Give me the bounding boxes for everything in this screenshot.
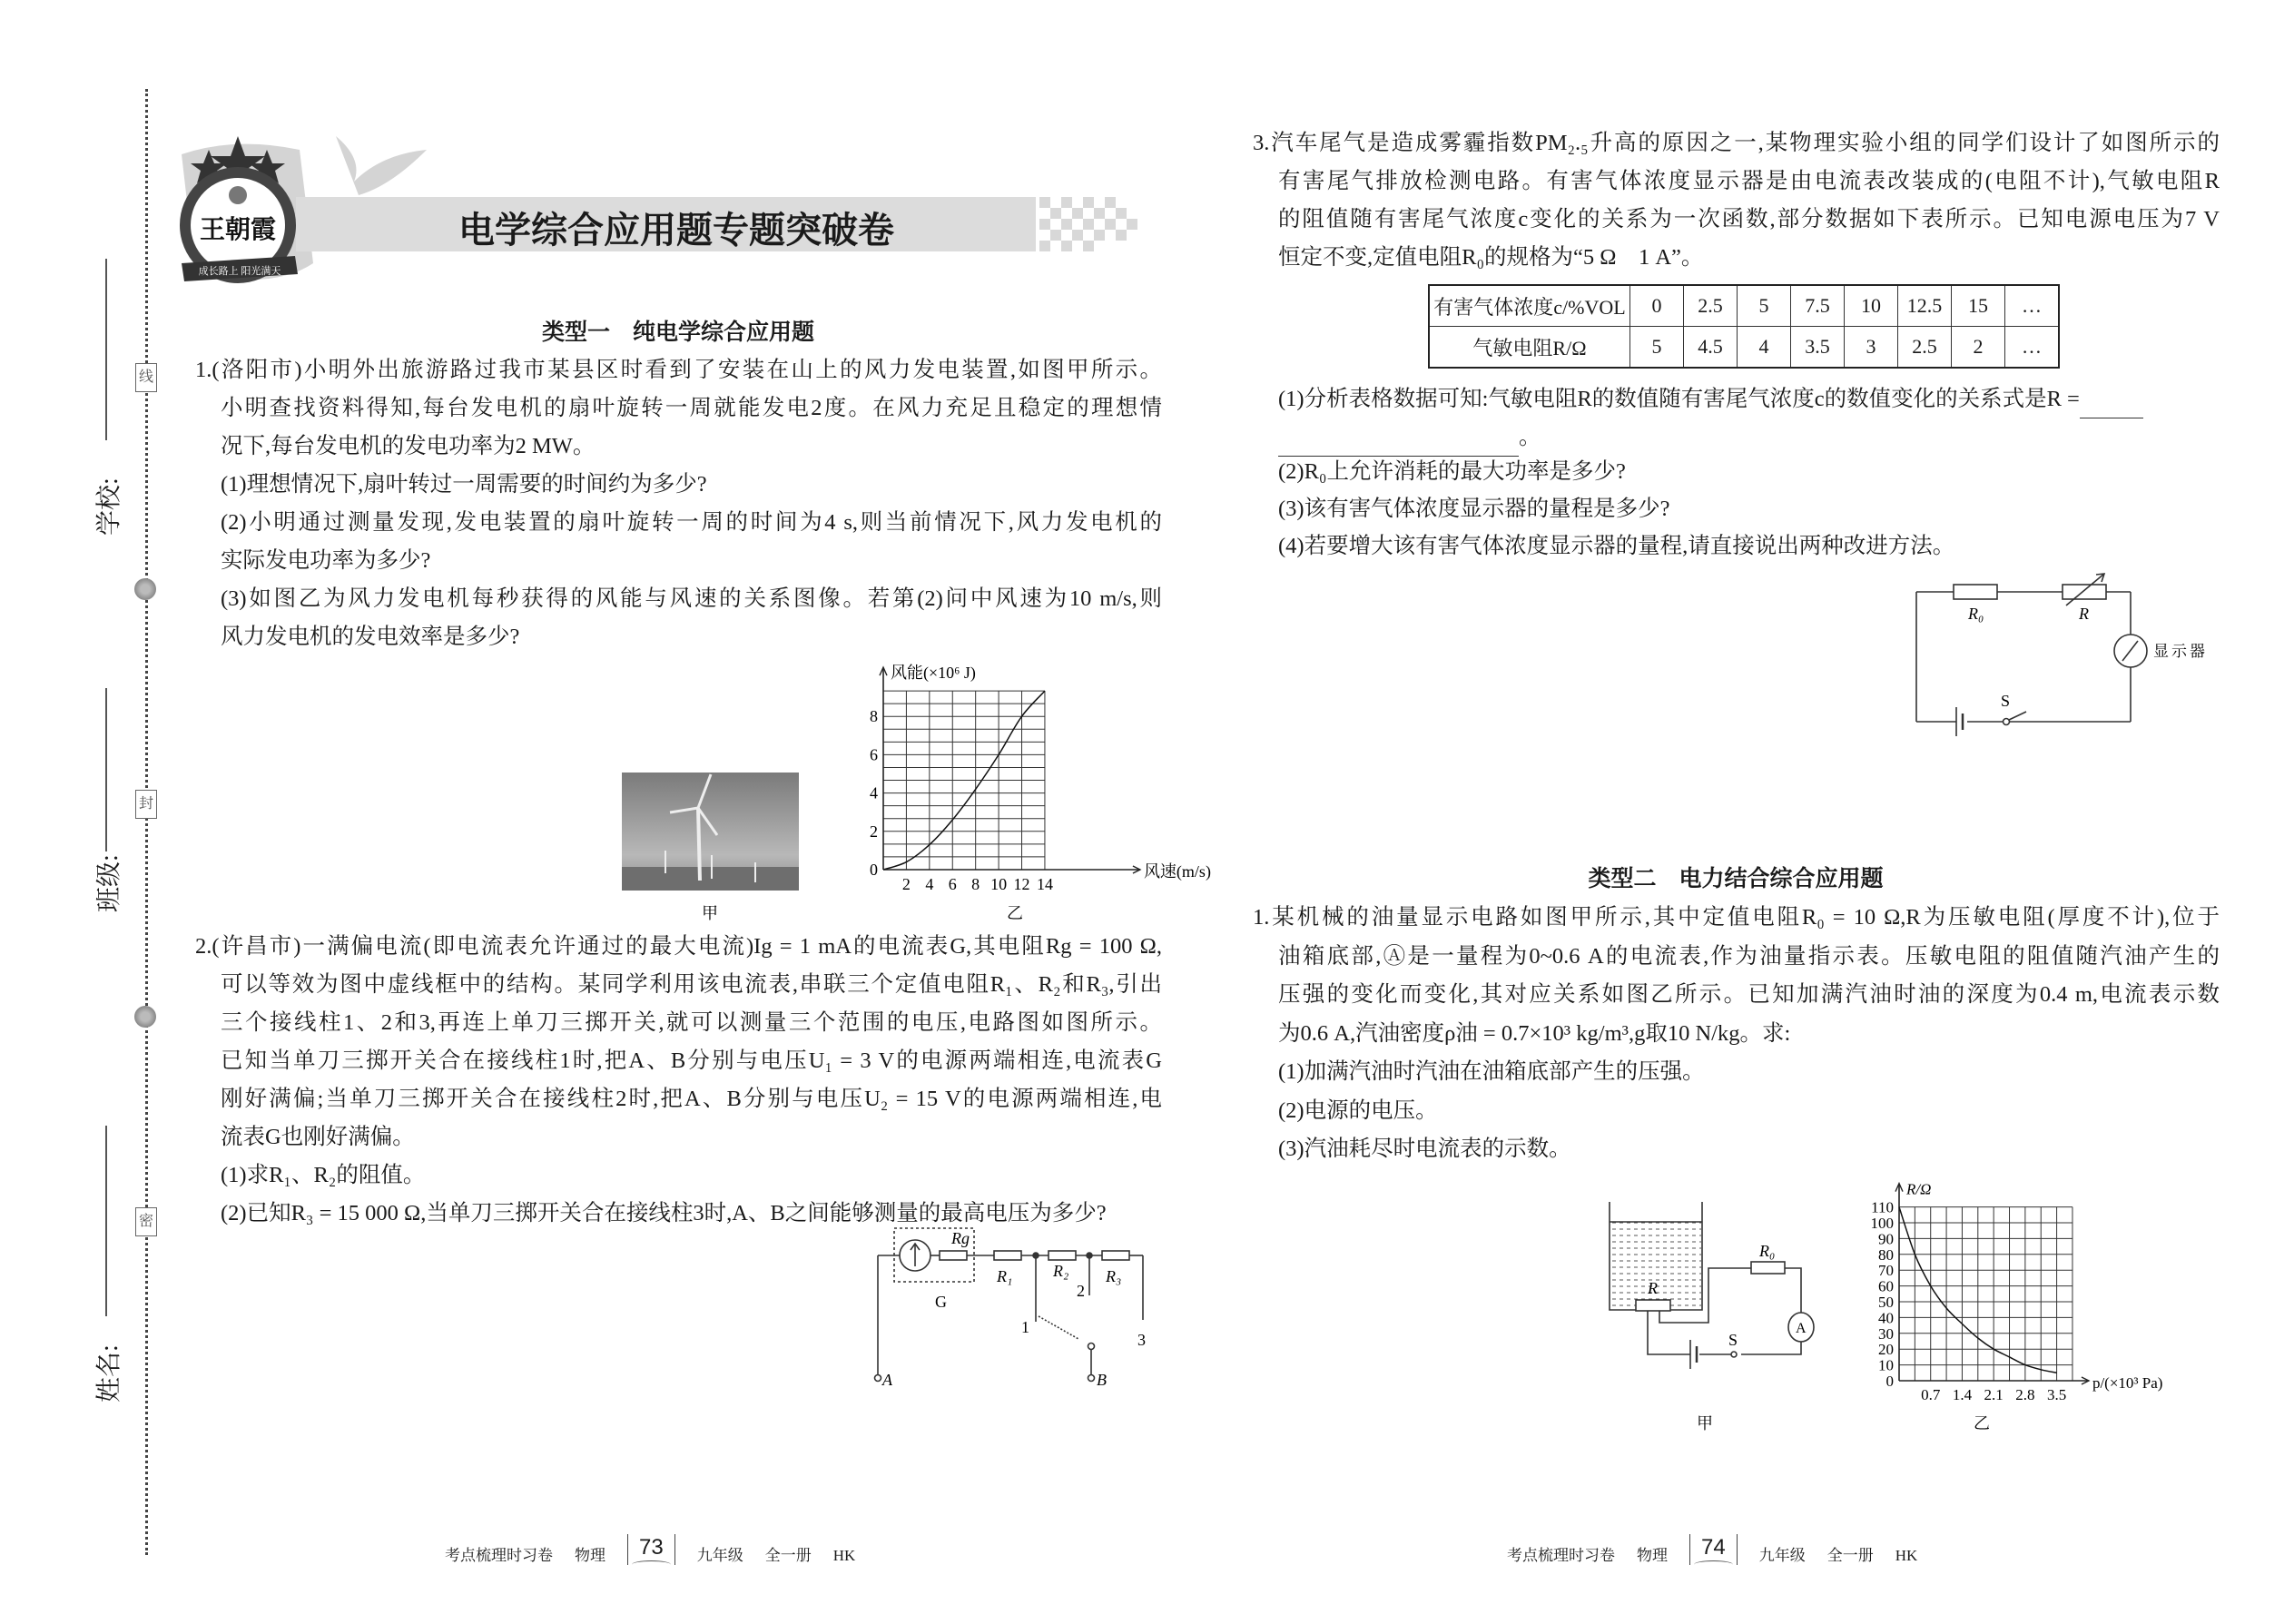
footer-edition: HK bbox=[832, 1547, 856, 1564]
table-cell: 3.5 bbox=[1791, 327, 1845, 369]
label-r0: R₀ bbox=[1968, 605, 1984, 623]
text-line: 小明查找资料得知,每台发电机的扇叶旋转一周就能发电2度。在风力充足且稳定的理想情 bbox=[221, 396, 1162, 420]
answer-line bbox=[1253, 418, 2220, 457]
text-line: (4)若要增大该有害气体浓度显示器的量程,请直接说出两种改进方法。 bbox=[1278, 534, 1955, 558]
text-line: (1)求R₁、R₂的阻值。 bbox=[221, 1163, 426, 1187]
label-r1: R₁ bbox=[997, 1267, 1013, 1285]
exhaust-detector-circuit bbox=[1916, 574, 2147, 736]
text-line: (2)电源的电压。 bbox=[1278, 1097, 1438, 1123]
y-tick-label: 110 bbox=[1871, 1198, 1894, 1216]
text-line: 3.汽车尾气是造成雾霾指数PM₂.₅升高的原因之一,某物理实验小组的同学们设计了如图所示的 bbox=[1253, 131, 2220, 155]
gas-sensor-resistor bbox=[2063, 585, 2106, 599]
footer-grade: 九年级 bbox=[1758, 1547, 1806, 1564]
x-tick-label: 14 bbox=[1036, 875, 1053, 893]
y-axis-label: R/Ω bbox=[1906, 1180, 1932, 1198]
text-line: 可以等效为图中虚线框中的结构。某同学利用该电流表,串联三个定值电阻R₁、R₂和R₃,引出 bbox=[221, 972, 1162, 997]
label-ammeter: A bbox=[1796, 1321, 1807, 1336]
section-heading-1: 类型一 纯电学综合应用题 bbox=[541, 319, 815, 345]
checker-pattern bbox=[1039, 197, 1137, 251]
label-terminal-2: 2 bbox=[1077, 1282, 1085, 1300]
text-line: 有害尾气排放检测电路。有害气体浓度显示器是由电流表改装成的(电阻不计),气敏电阻R bbox=[1278, 169, 2220, 193]
y-tick-label: 60 bbox=[1878, 1277, 1894, 1295]
wind-turbine-photo bbox=[622, 773, 799, 891]
y-tick-label: 30 bbox=[1878, 1324, 1894, 1343]
question-2 bbox=[195, 928, 1162, 1233]
resistor-r1 bbox=[994, 1251, 1021, 1260]
text-line: (2)R₀上允许消耗的最大功率是多少? bbox=[1278, 459, 1626, 484]
data-table bbox=[1428, 284, 2060, 369]
footer-series: 考点梳理时习卷 bbox=[445, 1547, 553, 1564]
table-cell: 10 bbox=[1845, 285, 1898, 327]
text-line: 已知当单刀三掷开关合在接线柱1时,把A、B分别与电压U₁ = 3 V的电源两端相连,电流表G bbox=[221, 1048, 1162, 1073]
text-line: (1)加满汽油时汽油在油箱底部产生的压强。 bbox=[1278, 1059, 1705, 1084]
text-line: 1.某机械的油量显示电路如图甲所示,其中定值电阻R₀ = 10 Ω,R为压敏电阻(厚度不计),位于 bbox=[1253, 905, 2220, 930]
voltmeter-circuit bbox=[875, 1228, 1144, 1382]
seal-mark-line: 线 bbox=[135, 363, 157, 392]
table-cell: 2.5 bbox=[1898, 327, 1952, 369]
text-line: 1.(洛阳市)小明外出旅游路过我市某县区时看到了安装在山上的风力发电装置,如图甲所示。 bbox=[195, 358, 1162, 382]
school-label: 学校: bbox=[95, 477, 123, 536]
text-line: (3)汽油耗尽时电流表的示数。 bbox=[1278, 1137, 1571, 1161]
text-line: (3)如图乙为风力发电机每秒获得的风能与风速的关系图像。若第(2)问中风速为10 m/s,则 bbox=[221, 586, 1162, 611]
name-label: 姓名: bbox=[95, 1344, 123, 1403]
table-row bbox=[1429, 327, 2059, 369]
figure-caption-yi: 乙 bbox=[1974, 1414, 1990, 1432]
footer-edition: HK bbox=[1895, 1547, 1918, 1564]
sub-question-1 bbox=[1253, 380, 2220, 418]
label-rg: Rg bbox=[951, 1229, 970, 1247]
figure-caption-jia: 甲 bbox=[1697, 1414, 1713, 1432]
y-tick-label: 2 bbox=[870, 822, 878, 841]
x-tick-label: 6 bbox=[948, 875, 957, 893]
label-terminal-1: 1 bbox=[1021, 1318, 1029, 1336]
oil-gauge-circuit bbox=[1610, 1202, 1814, 1369]
table-header: 气敏电阻R/Ω bbox=[1429, 327, 1630, 369]
table-cell: 3 bbox=[1845, 327, 1898, 369]
y-axis-label: 风能(×10⁶ J) bbox=[891, 664, 976, 683]
label-r: R bbox=[2079, 605, 2089, 623]
text-line: 刚好满偏;当单刀三掷开关合在接线柱2时,把A、B分别与电压U₂ = 15 V的电源两端相连,电 bbox=[221, 1087, 1162, 1111]
pressure-sensor-resistor bbox=[1636, 1300, 1670, 1311]
logo-motto-text: 成长路上 阳光满天 bbox=[198, 266, 281, 277]
logo-brand-text: 王朝霞 bbox=[199, 216, 277, 244]
page-number: 74 bbox=[1689, 1534, 1738, 1565]
table-cell: 4.5 bbox=[1684, 327, 1738, 369]
y-tick-label: 10 bbox=[1878, 1356, 1894, 1374]
x-tick-label: 2.8 bbox=[2015, 1386, 2035, 1403]
table-header: 有害气体浓度c/%VOL bbox=[1429, 285, 1630, 327]
label-switch: S bbox=[2001, 692, 2011, 710]
wind-energy-chart bbox=[870, 664, 1211, 893]
page-title: 电学综合应用题专题突破卷 bbox=[458, 210, 894, 251]
label-r: R bbox=[1648, 1279, 1658, 1297]
table-cell: 4 bbox=[1738, 327, 1791, 369]
footer-series: 考点梳理时习卷 bbox=[1507, 1547, 1615, 1564]
label-r3: R₃ bbox=[1106, 1267, 1122, 1285]
text-line: (2)已知R₃ = 15 000 Ω,当单刀三掷开关合在接线柱3时,A、B之间能够测量的最高电压为多少? bbox=[221, 1201, 1107, 1225]
x-tick-label: 4 bbox=[925, 875, 934, 893]
table-cell: 15 bbox=[1952, 285, 2005, 327]
x-tick-label: 0.7 bbox=[1921, 1386, 1941, 1403]
question-3-subquestions bbox=[1253, 453, 2220, 565]
text-line: 风力发电机的发电效率是多少? bbox=[221, 625, 520, 649]
y-tick-label: 50 bbox=[1878, 1294, 1894, 1311]
question-2-1 bbox=[1253, 899, 2220, 1169]
seal-mark-secret: 密 bbox=[135, 1207, 157, 1236]
y-tick-label: 8 bbox=[870, 707, 878, 726]
table-row bbox=[1429, 285, 2059, 327]
label-switch: S bbox=[1728, 1331, 1738, 1349]
label-r0: R₀ bbox=[1759, 1242, 1776, 1260]
text-line: (1)理想情况下,扇叶转过一周需要的时间约为多少? bbox=[221, 472, 707, 497]
page-footer-right bbox=[1507, 1534, 1917, 1565]
text-line: 的阻值随有害尾气浓度c变化的关系为一次函数,部分数据如下表所示。已知电源电压为7 V bbox=[1278, 207, 2220, 231]
table-cell: 12.5 bbox=[1898, 285, 1952, 327]
text-line: 为0.6 A,汽油密度ρ油 = 0.7×10³ kg/m³,g取10 N/kg。求: bbox=[1278, 1020, 1791, 1046]
page-footer-left bbox=[445, 1534, 855, 1565]
label-b: B bbox=[1097, 1371, 1107, 1389]
resistor-r0 bbox=[1751, 1262, 1785, 1274]
footer-volume: 全一册 bbox=[1826, 1547, 1874, 1564]
question-1 bbox=[195, 351, 1162, 656]
class-label: 班级: bbox=[95, 854, 123, 912]
resistance-pressure-chart bbox=[1871, 1181, 2163, 1403]
y-tick-label: 6 bbox=[870, 745, 878, 764]
x-tick-label: 2 bbox=[901, 875, 911, 893]
text-line: 2.(许昌市)一满偏电流(即电流表允许通过的最大电流)Ig = 1 mA的电流表G,其电阻Rg = 100 Ω, bbox=[195, 934, 1162, 959]
y-tick-label: 20 bbox=[1878, 1341, 1894, 1359]
footer-volume: 全一册 bbox=[764, 1547, 812, 1564]
x-tick-label: 2.1 bbox=[1984, 1386, 2004, 1403]
text-line: (2)小明通过测量发现,发电装置的扇叶旋转一周的时间为4 s,则当前情况下,风力发电机的 bbox=[221, 510, 1162, 535]
resistor-rg bbox=[940, 1251, 967, 1260]
label-r2: R₂ bbox=[1053, 1262, 1069, 1280]
sub-question-text: (1)分析表格数据可知:气敏电阻R的数值随有害尾气浓度c的数值变化的关系式是R = bbox=[1278, 387, 2080, 411]
page-number: 73 bbox=[627, 1534, 675, 1565]
section-heading-2: 类型二 电力结合综合应用题 bbox=[1588, 865, 1884, 891]
label-g: G bbox=[935, 1293, 947, 1311]
x-tick-label: 12 bbox=[1013, 875, 1030, 893]
seal-mark-seal: 封 bbox=[135, 790, 157, 819]
table-cell: 5 bbox=[1630, 327, 1684, 369]
table-cell: … bbox=[2005, 327, 2060, 369]
y-tick-label: 100 bbox=[1870, 1215, 1894, 1232]
table-cell: … bbox=[2005, 285, 2060, 327]
label-a: A bbox=[882, 1371, 892, 1389]
x-tick-label: 8 bbox=[971, 875, 980, 893]
text-line: 油箱底部,Ⓐ是一量程为0~0.6 A的电流表,作为油量指示表。压敏电阻的阻值随汽油产生的 bbox=[1278, 943, 2220, 969]
figure-caption-yi: 乙 bbox=[1007, 904, 1023, 922]
y-tick-label: 4 bbox=[870, 783, 878, 802]
resistor-r0 bbox=[1954, 585, 1997, 599]
period: 。 bbox=[1519, 425, 1541, 449]
text-line: 恒定不变,定值电阻R₀的规格为“5 Ω 1 A”。 bbox=[1278, 245, 1704, 270]
x-axis-label: 风速(m/s) bbox=[1143, 862, 1211, 881]
text-line: (3)该有害气体浓度显示器的量程是多少? bbox=[1278, 497, 1670, 521]
text-line: 三个接线柱1、2和3,再连上单刀三掷开关,就可以测量三个范围的电压,电路图如图所示。 bbox=[221, 1010, 1162, 1035]
y-tick-label: 90 bbox=[1878, 1230, 1894, 1248]
text-line: 况下,每台发电机的发电功率为2 MW。 bbox=[221, 434, 596, 458]
table-cell: 7.5 bbox=[1791, 285, 1845, 327]
label-display: 显示器 bbox=[2153, 643, 2208, 660]
y-tick-label: 0 bbox=[1885, 1373, 1894, 1390]
text-line: 流表G也刚好满偏。 bbox=[221, 1125, 415, 1149]
table-cell: 5 bbox=[1738, 285, 1791, 327]
footer-subject: 物理 bbox=[1637, 1547, 1668, 1564]
x-tick-label: 1.4 bbox=[1952, 1386, 1973, 1403]
y-tick-label: 0 bbox=[870, 861, 878, 879]
text-line: 实际发电功率为多少? bbox=[221, 548, 431, 573]
question-3 bbox=[1253, 124, 2220, 277]
x-tick-label: 10 bbox=[990, 875, 1008, 893]
y-tick-label: 40 bbox=[1878, 1309, 1894, 1327]
resistor-r2 bbox=[1049, 1251, 1076, 1260]
y-tick-label: 70 bbox=[1878, 1262, 1894, 1280]
footer-subject: 物理 bbox=[575, 1547, 605, 1564]
table-cell: 2.5 bbox=[1684, 285, 1738, 327]
x-axis-label: p/(×10³ Pa) bbox=[2092, 1374, 2163, 1392]
x-tick-label: 3.5 bbox=[2046, 1386, 2067, 1403]
label-terminal-3: 3 bbox=[1137, 1331, 1146, 1349]
figure-caption-jia: 甲 bbox=[702, 904, 718, 922]
table-cell: 0 bbox=[1630, 285, 1684, 327]
text-line: 压强的变化而变化,其对应关系如图乙所示。已知加满汽油时油的深度为0.4 m,电流表示数 bbox=[1278, 982, 2220, 1007]
footer-grade: 九年级 bbox=[696, 1547, 743, 1564]
table-cell: 2 bbox=[1952, 327, 2005, 369]
y-tick-label: 80 bbox=[1878, 1245, 1894, 1264]
resistor-r3 bbox=[1102, 1251, 1129, 1260]
